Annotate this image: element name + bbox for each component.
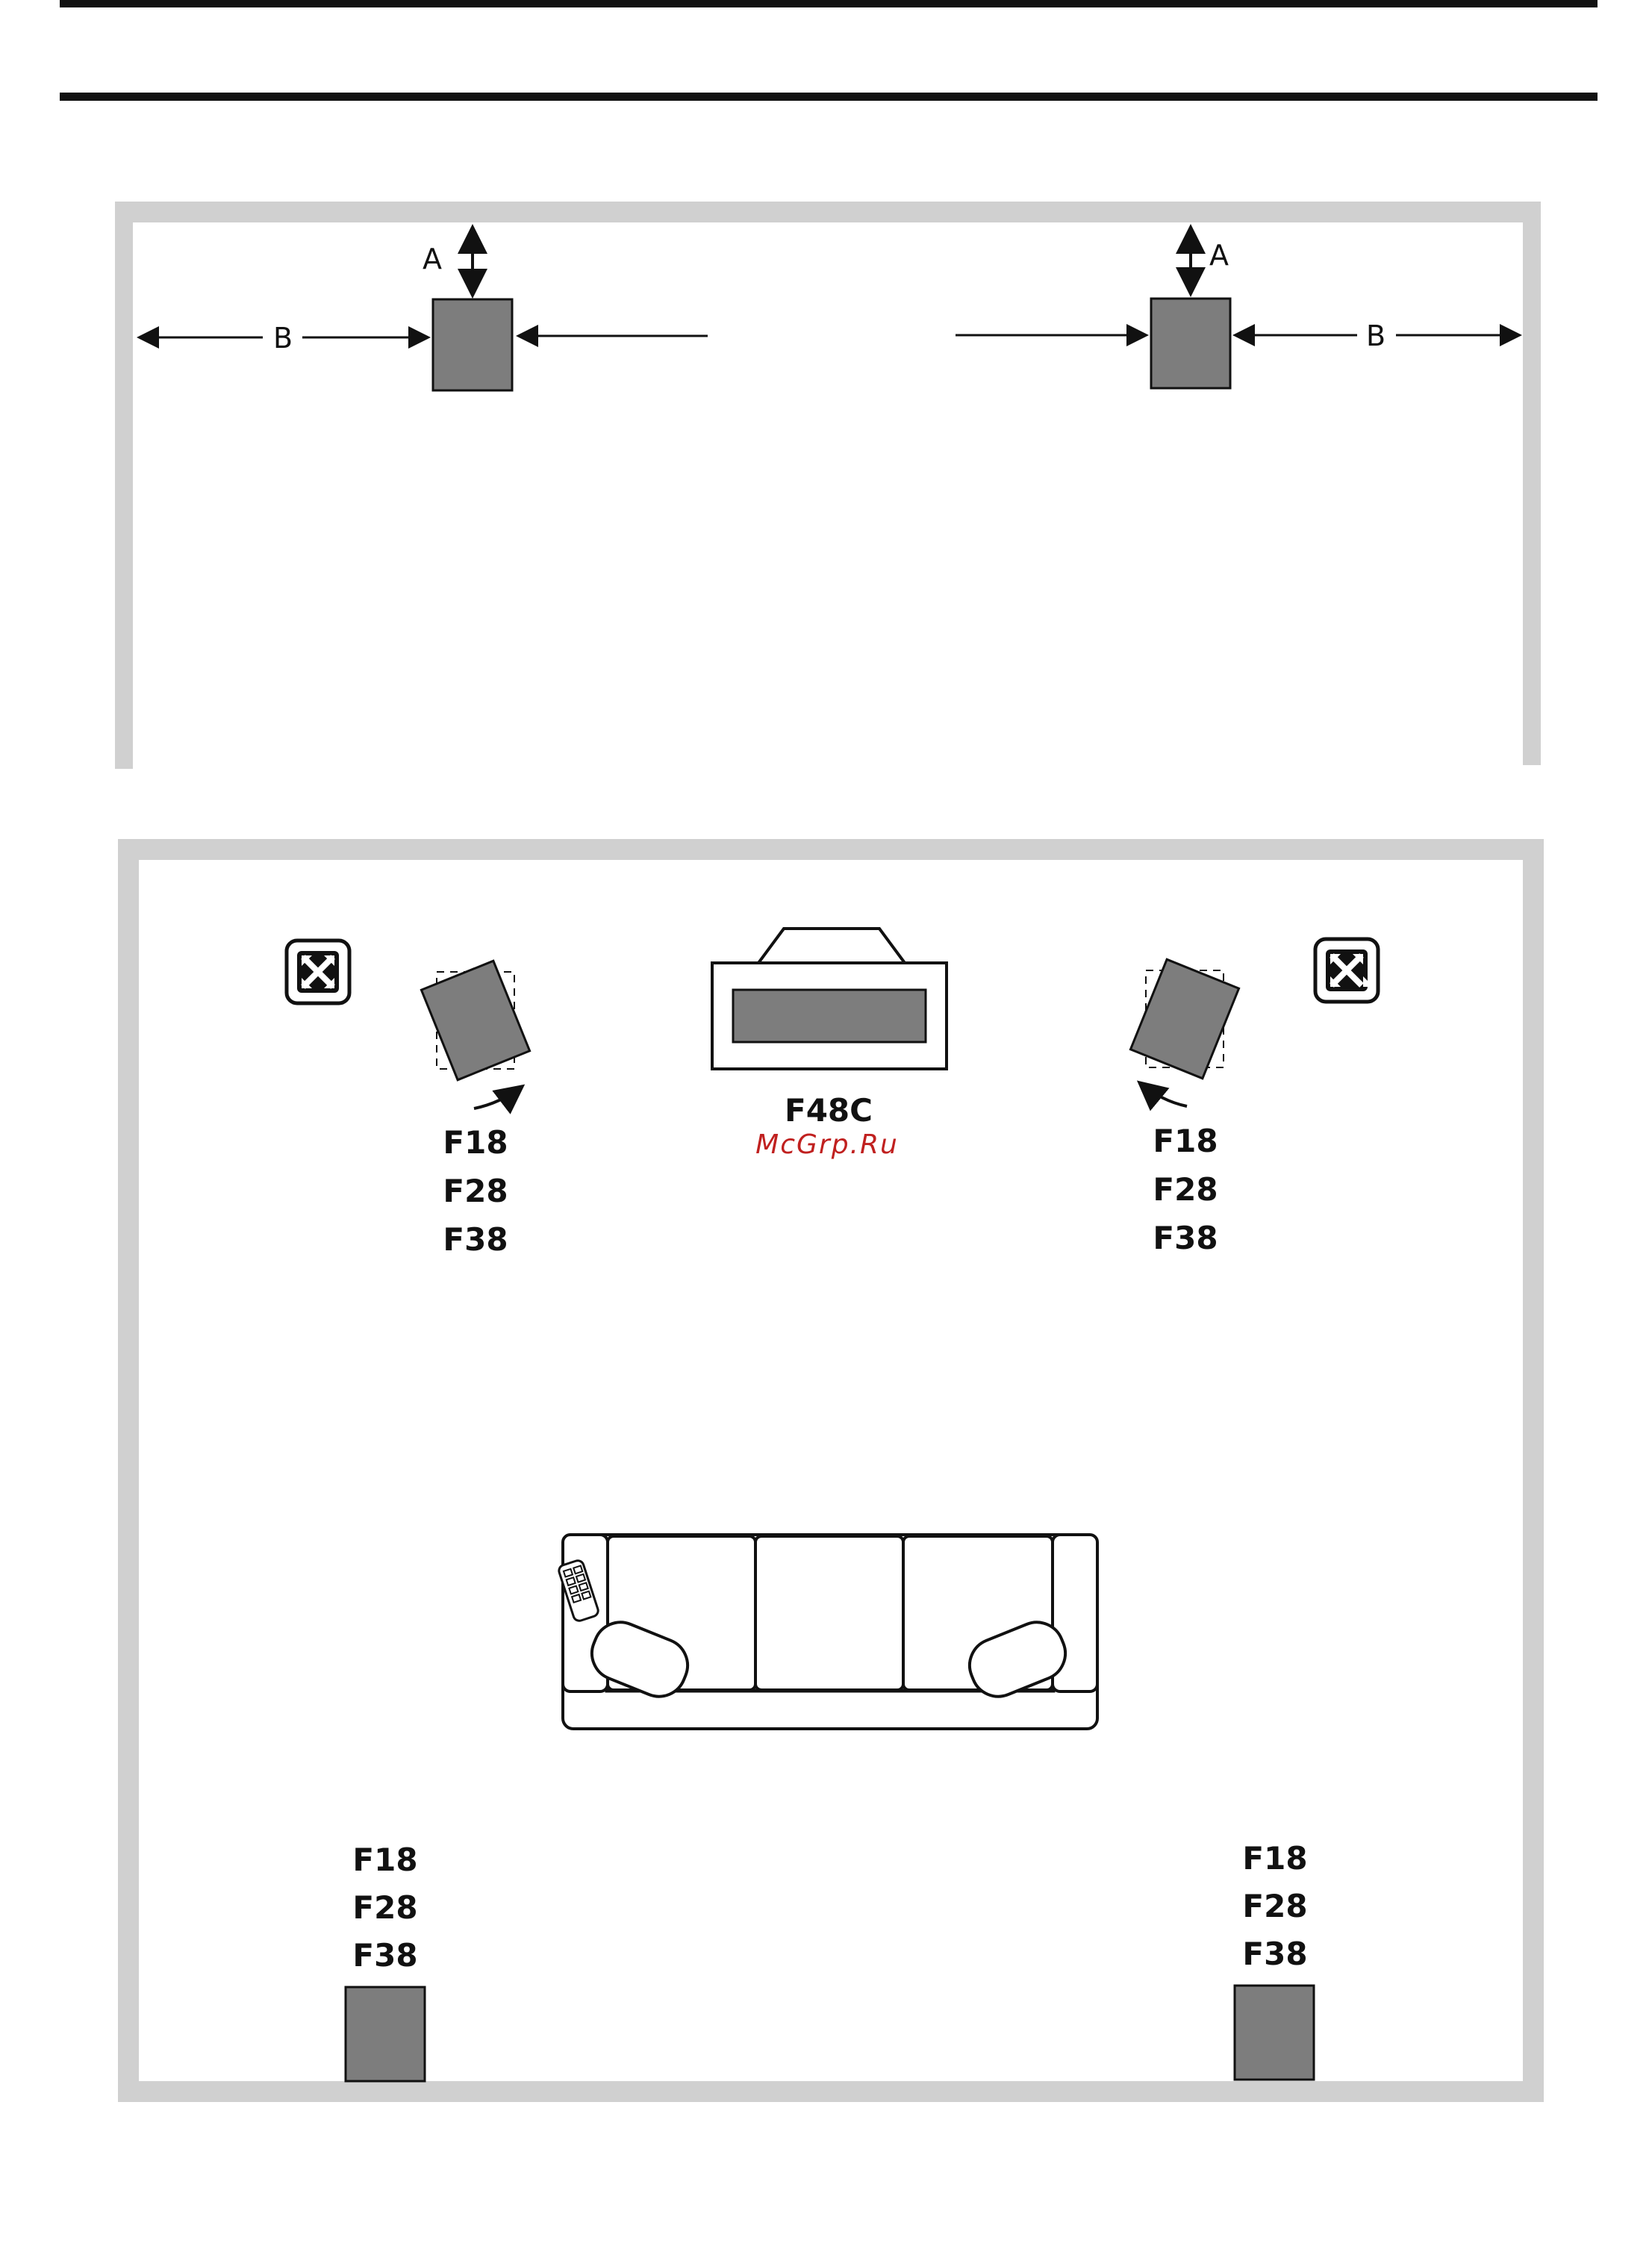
dimension-a-right-label: A xyxy=(1209,239,1229,272)
bottom-diagram xyxy=(118,839,1544,2102)
top-room-wall-left xyxy=(115,202,133,769)
dimension-a-left-label: A xyxy=(423,243,442,275)
dimension-b-left-label: B xyxy=(273,322,293,355)
top-room-wall-top xyxy=(115,202,1541,222)
center-speaker-label: F48C xyxy=(785,1092,873,1129)
front-right-label-2: F28 xyxy=(1153,1171,1218,1208)
rear-left-label-1: F18 xyxy=(352,1842,418,1878)
expand-icon-right xyxy=(1315,939,1378,1002)
dimension-b-right-label: B xyxy=(1366,319,1386,352)
sofa xyxy=(563,1535,1097,1729)
tv-with-center-speaker xyxy=(712,929,947,1069)
room-wall-right xyxy=(1523,839,1544,2101)
top-rule xyxy=(60,0,1598,7)
rear-right-label-2: F28 xyxy=(1242,1888,1308,1924)
front-left-label-3: F38 xyxy=(443,1221,508,1258)
front-left-label-2: F28 xyxy=(443,1173,508,1209)
rear-right-label-1: F18 xyxy=(1242,1840,1308,1877)
rear-right-speaker xyxy=(1235,1986,1314,2080)
rear-left-label-2: F28 xyxy=(352,1889,418,1926)
rear-left-label-3: F38 xyxy=(352,1937,418,1974)
watermark: McGrp.Ru xyxy=(755,1129,899,1160)
room-wall-top xyxy=(118,839,1544,860)
rear-right-label-3: F38 xyxy=(1242,1936,1308,1972)
top-right-speaker xyxy=(1151,299,1230,388)
top-diagram xyxy=(115,202,1541,769)
front-left-speaker xyxy=(421,961,529,1079)
room-wall-bottom xyxy=(118,2081,1544,2102)
room-wall-left xyxy=(118,839,139,2101)
front-right-label-3: F38 xyxy=(1153,1220,1218,1256)
expand-icon-left xyxy=(287,941,349,1003)
rear-left-speaker xyxy=(346,1987,425,2081)
top-left-speaker xyxy=(433,299,512,390)
front-left-label-1: F18 xyxy=(443,1124,508,1161)
header-rule xyxy=(60,93,1598,101)
front-right-speaker xyxy=(1130,959,1238,1078)
front-right-label-1: F18 xyxy=(1153,1123,1218,1159)
front-left-rotate-arrow xyxy=(474,1086,523,1108)
front-right-rotate-arrow xyxy=(1139,1082,1187,1106)
top-room-wall-right xyxy=(1523,202,1541,765)
center-speaker xyxy=(733,990,926,1042)
